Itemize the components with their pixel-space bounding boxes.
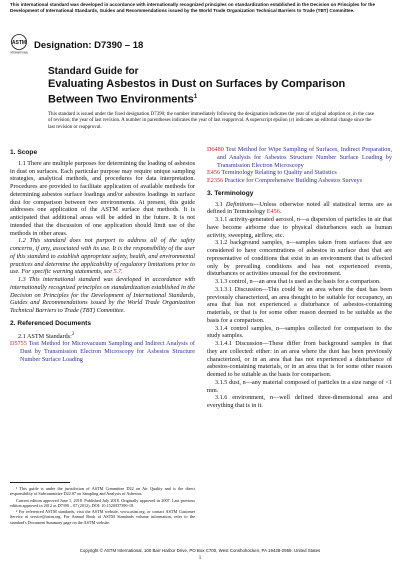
footnote-1b: Current edition approved June 1, 2018. Published July 2018. Originally approved in 2007. Last previous edition approved in 2012 as D7390 – 07 (2012). DOI: 10.1520/D7390-18. — [10, 497, 195, 508]
footnote-2: ² For referenced ASTM standards, visit the ASTM website, www.astm.org, or contact ASTM Customer Service at service@astm.org. For Annual Book of ASTM Standards volume information, refer to the standard's Document Summary page on the ASTM website. — [10, 509, 195, 525]
para-3-1-1: 3.1.1 activity-generated aerosol, n—a dispersion of particles in air that have become airborne due to physical disturbances such as human activity, sweeping, airflow, etc. — [207, 216, 392, 239]
title-line1: Standard Guide for — [48, 66, 139, 77]
right-column — [207, 146, 392, 410]
para-1-3: 1.3 This international standard was developed in accordance with internationally recognized principles on standardization established in the Decision on Principles for the Development of International Standards, Guides and Recommendations issued by the World Trade Organization Technical Barriers to Trade (TBT) Committee. — [10, 276, 195, 314]
left-column — [10, 144, 195, 364]
section-heading-scope: 1. Scope — [10, 149, 38, 156]
tbt-notice: This international standard was developed in accordance with internationally recognized principles on standardization established in the Decision on Principles for the Development of International Standards, Guides and Recommendations issued by the World Trade Organization Technical Barriers to Trade (TBT) Committee. — [10, 2, 376, 13]
issuance-note: This standard is issued under the fixed designation D7390; the number immediately following the designation indicates the year of original adoption or, in the case of revision, the year of last revision. A number in parentheses indicates the year of last reapproval. A superscript epsilon (ε) indicates an editorial change since the last revision or reapproval. — [48, 112, 374, 130]
page-number: 1 — [198, 556, 202, 561]
title-main: Evaluating Asbestos in Dust on Surfaces by Comparison Between Two Environments$^1$ — [48, 78, 346, 106]
para-3-1-5: 3.1.5 dust, n—any material composed of particles in a size range of <1 mm. — [207, 378, 392, 394]
document-title — [48, 66, 368, 106]
para-3-1-3-1: 3.1.3.1 Discussion—This could be an area where the dust has been previously characterized, an area thought to be suitable for occupancy, an area that has not experienced a disturbance of asbestos-containing materials, or that is for some other reason deemed to be suitable as the basis for a comparison. — [207, 285, 392, 324]
footnotes — [10, 486, 195, 526]
para-3-1-2: 3.1.2 background samples, n—samples taken from surfaces that are considered to have concentrations of asbestos in surface dust that are representative of conditions that exist in an environment that is affected only by prevailing conditions and has not experienced events, disturbances or activities unusual for the environment. — [207, 239, 392, 278]
footnote-divider — [10, 482, 70, 483]
footnote-marker-2[interactable]: 2 — [71, 330, 75, 337]
para-1-1: 1.1 There are multiple purposes for determining the loading of asbestos in dust on surfaces. Each particular purpose may require unique sampling strategies, analytical methods, and procedures for data interpretation. Procedures are provided to facilitate application of available methods for determining asbestos surface loadings and/or asbestos loadings in surface dust for comparison between two environments. At present, this guide addresses one application of the ASTM surface dust methods. It is anticipated that additional areas will be added in the future. It is not intended that the discussion of one application should limit use of the methods in other areas. — [10, 159, 195, 237]
para-1-2: 1.2 This standard does not purport to address all of the safety concerns, if any, associated with its use. It is the responsibility of the user of this standard to establish appropriate safety, health, and environmental practices and determine the applicability of regulatory limitations prior to use. For specific warning statements, see 5.7. — [10, 237, 195, 276]
section-heading-refdocs: 2. Referenced Documents — [10, 319, 91, 327]
para-3-1-4-1: 3.1.4.1 Discussion—These differ from background samples in that they are collected: either: in an area where the dust has been previously characterized, or in an area that has not experienced a disturbance of asbestos-containing materials, or in an area that is for some other reason deemed to be suitable as the basis for comparison. — [207, 340, 392, 378]
para-3-1-6: 3.1.6 environment, n—well defined three-dimensional area and everything that is in it. — [207, 394, 392, 409]
designation: Designation: D7390 – 18 — [34, 40, 144, 51]
ref-d5755[interactable]: D5755 Test Method for Microvacuum Sampling and Indirect Analysis of Dust by Transmission Electron Microscopy for Asbestos Structure Number Surface Loading — [10, 340, 195, 363]
para-2-1: 2.1 ASTM Standards:$^2$ — [18, 330, 75, 340]
footnote-1: ¹ This guide is under the jurisdiction of ASTM Committee D22 on Air Quality and is the direct responsibility of Subcommittee D22.07 on Sampling and Analysis of Asbestos. — [10, 486, 195, 497]
para-3-1-4: 3.1.4 control samples, n—samples collected for comparison to the study samples. — [207, 324, 392, 340]
link-5-7[interactable]: 5.7 — [113, 268, 122, 276]
copyright-footer: Copyright © ASTM International, 100 Barr Harbor Drive, PO Box C700, West Conshohocken, PA 19428-2959. United States — [79, 548, 321, 553]
astm-logo-icon — [10, 34, 28, 54]
link-e456[interactable]: E456 — [266, 208, 280, 216]
title-footnote-marker[interactable]: 1 — [193, 93, 198, 100]
section-heading-terminology: 3. Terminology — [207, 189, 254, 197]
ref-e456[interactable]: E456 Terminology Relating to Quality and Statistics — [207, 169, 337, 177]
para-3-1-3: 3.1.3 control, n—an area that is used as the basis for a comparison. — [215, 278, 381, 285]
svg-text:ASTM: ASTM — [11, 40, 27, 46]
ref-d6480[interactable]: D6480 Test Method for Wipe Sampling of Surfaces, Indirect Preparation, and Analysis for Asbestos Structure Number Surface Loading by Transmission Electron Microscopy — [207, 146, 392, 169]
svg-text:INTERNATIONAL: INTERNATIONAL — [10, 51, 28, 54]
para-3-1: 3.1 Definitions—Unless otherwise noted all statistical terms are as defined in Terminology E456. — [207, 200, 393, 216]
ref-e2356[interactable]: E2356 Practice for Comprehensive Building Asbestos Surveys — [207, 177, 363, 184]
